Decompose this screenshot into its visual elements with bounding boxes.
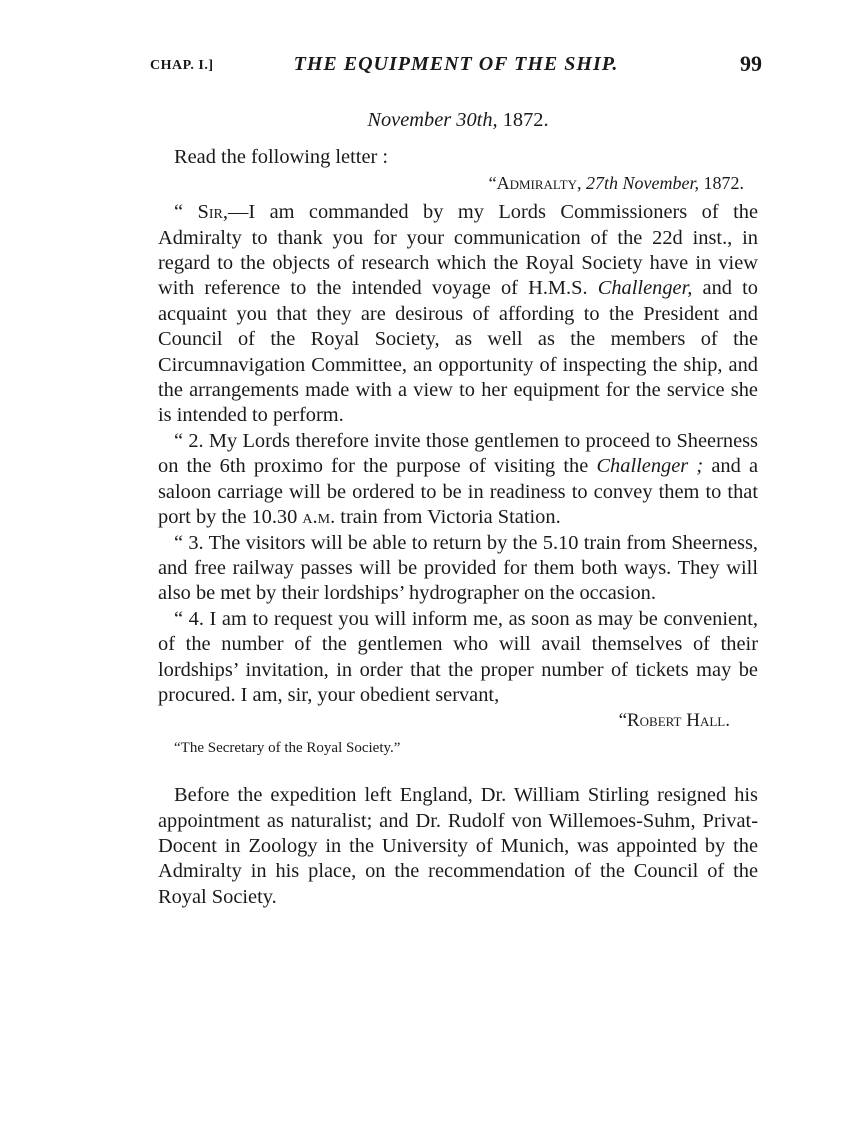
page-number: 99: [740, 51, 762, 76]
p2-time: a.m.: [302, 506, 336, 529]
letter-heading-quote: “: [488, 172, 497, 193]
letter-paragraph-2: [158, 429, 758, 531]
letter-heading: [158, 171, 758, 196]
p1-text-a: —I am commanded by my Lords Commissioners of the Admiralty to thank you for your communication of the 22d inst., in regard to the objects of research which the Royal Society have in view with reference to the intended voyage of H.M.S.: [158, 201, 758, 300]
p1-salutation: Sir,: [197, 201, 228, 224]
date-line: [158, 108, 758, 133]
intro-line: Read the following letter :: [174, 146, 389, 169]
p1-quote: “: [174, 201, 198, 224]
closing-paragraph: Before the expedition left England, Dr. William Stirling resigned his appointment as naturalist; and Dr. Rudolf von Willemoes-Suhm, Privat-Docent in Zoology in the University of Munich, was appointed by the Admiralty in his place, on the recommendation of the Council of the Royal Society.: [158, 784, 758, 908]
letter-heading-date: 27th November,: [581, 172, 699, 193]
date-line-year: 1872.: [497, 109, 549, 131]
letter-signature: “Robert Hall.: [618, 710, 730, 732]
letter-paragraph-1: [158, 200, 758, 429]
p2-text-b: and a saloon carriage will be ordered to be in readiness to convey them to that port by the 10.30: [158, 455, 758, 529]
body-text: [158, 108, 758, 910]
letter-heading-place: Admiralty,: [496, 172, 582, 193]
p2-text-c: train from Victoria Station.: [335, 506, 561, 529]
paragraph-gap: [158, 761, 758, 783]
chapter-label: CHAP. I.]: [150, 58, 214, 73]
page-title: THE EQUIPMENT OF THE SHIP.: [293, 53, 619, 75]
p1-text-b: and to acquaint you that they are desirous of affording to the President and Council of the Royal Society, as well as the members of the Circumnavigation Committee, an opportunity of inspecting the ship, and the arrangements made with a view to her equipment for the service she is intended to perform.: [158, 277, 758, 427]
letter-heading-year: 1872.: [699, 172, 744, 193]
letter-paragraph-3: “ 3. The visitors will be able to return by the 5.10 train from Sheerness, and free railway passes will be provided for them both ways. They will also be met by their lordships’ hydrographer on the occasion.: [158, 531, 758, 605]
p1-ship-name: Challenger,: [597, 277, 693, 300]
running-head: [150, 50, 762, 80]
p2-text-a: “ 2. My Lords therefore invite those gentlemen to proceed to Sheerness on the 6th proximo for the purpose of visiting the: [158, 429, 758, 478]
p2-ship-name: Challenger ;: [596, 455, 704, 478]
letter-addressee: “The Secretary of the Royal Society.”: [174, 739, 401, 756]
date-line-italic: November 30th,: [367, 109, 498, 131]
letter-paragraph-4: “ 4. I am to request you will inform me, as soon as may be convenient, of the number of the gentlemen who will avail themselves of their lordships’ invitation, in order that the proper number of tickets may be procured. I am, sir, your obedient servant,: [158, 607, 758, 706]
